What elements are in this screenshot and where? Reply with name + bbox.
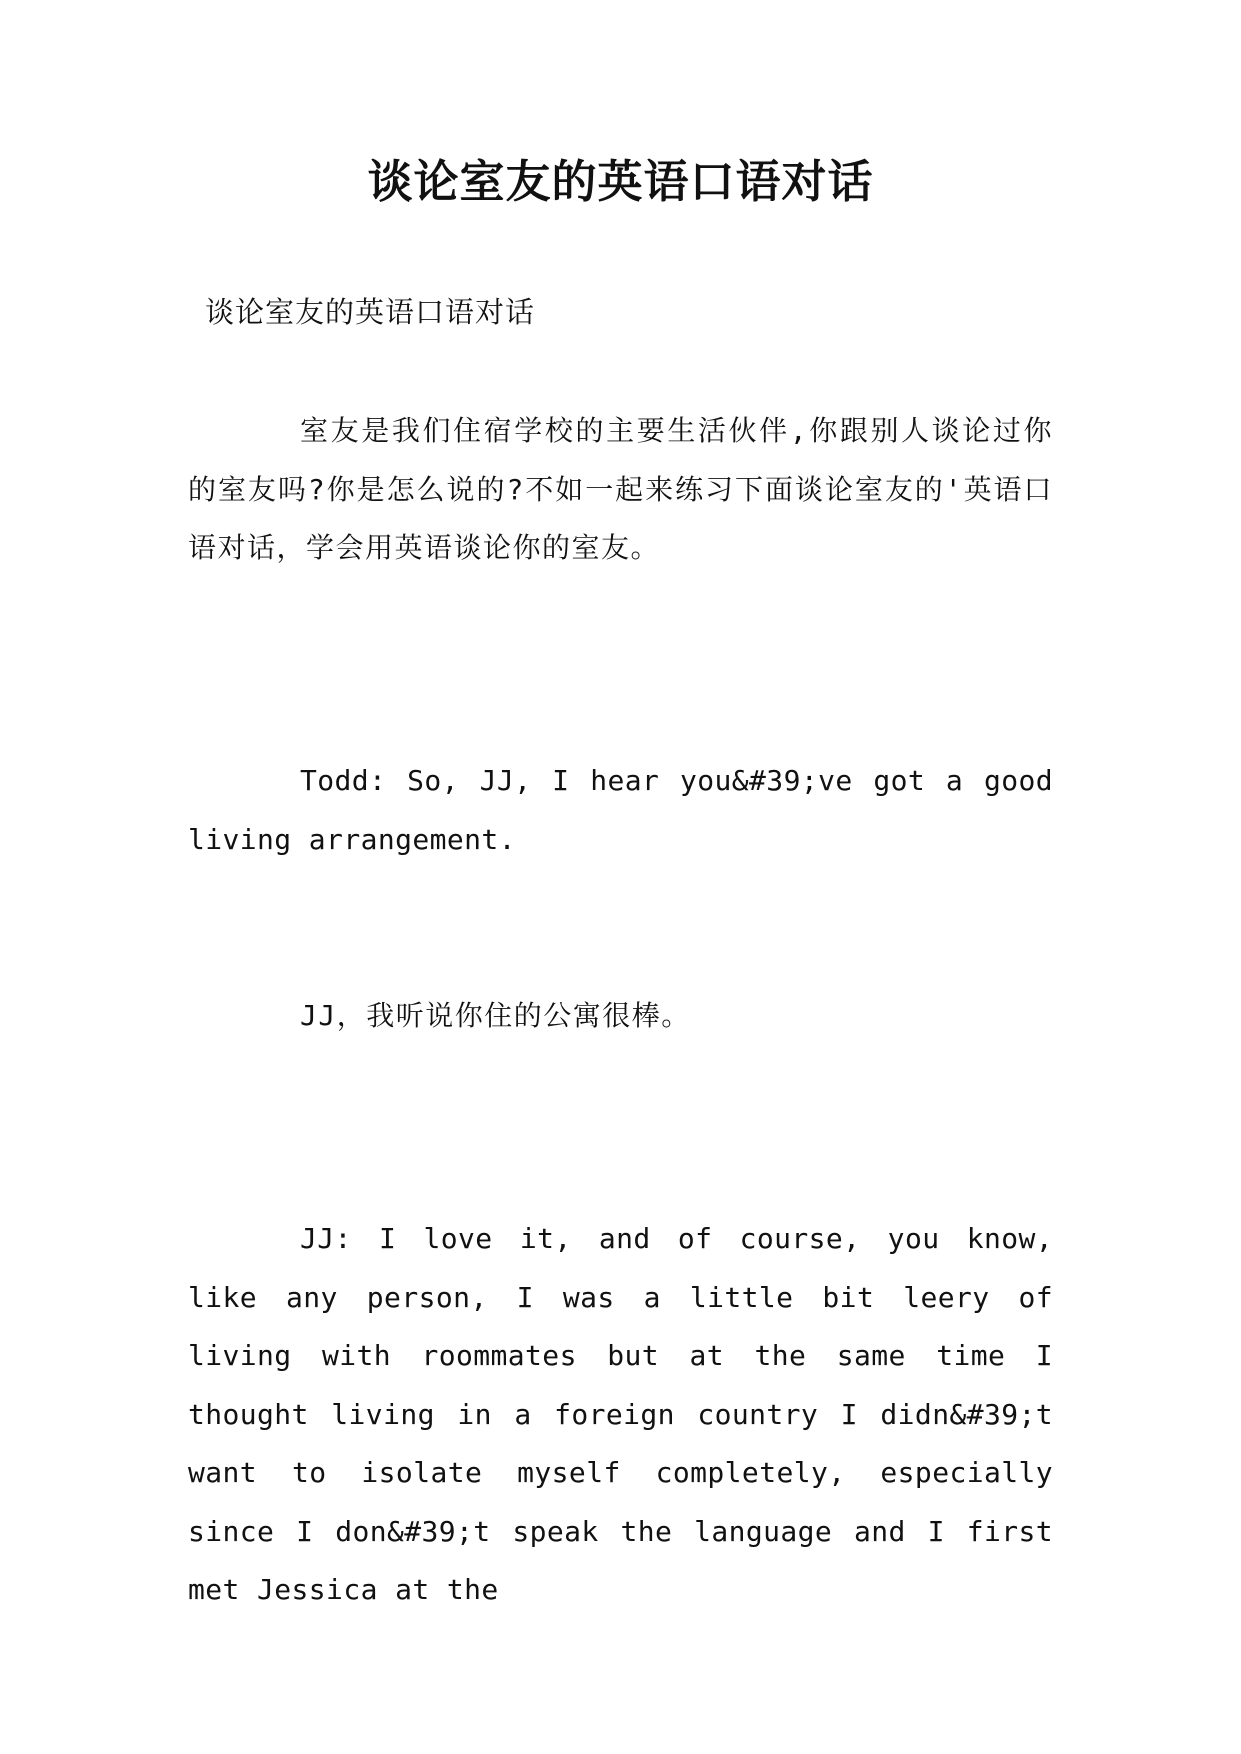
document-subtitle: 谈论室友的英语口语对话 xyxy=(205,295,536,329)
intro-paragraph: 室友是我们住宿学校的主要生活伙伴,你跟别人谈论过你的室友吗?你是怎么说的?不如一起来练习下面谈论室友的'英语口语对话，学会用英语谈论你的室友。 xyxy=(188,414,1053,564)
todd-line-translation: JJ，我听说你住的公寓很棒。 xyxy=(300,999,691,1032)
document-title: 谈论室友的英语口语对话 xyxy=(367,155,874,208)
todd-dialogue-line: Todd: So, JJ, I hear you&#39;ve got a good living arrangement. xyxy=(188,764,1053,856)
jj-dialogue-line: JJ: I love it, and of course, you know, like any person, I was a little bit leery of living with roommates but at the same time I thought living in a foreign country I didn&#39;t want to isolate myself completely, especially since I don&#39;t speak the language and I first met Jessica at the xyxy=(188,1222,1053,1606)
